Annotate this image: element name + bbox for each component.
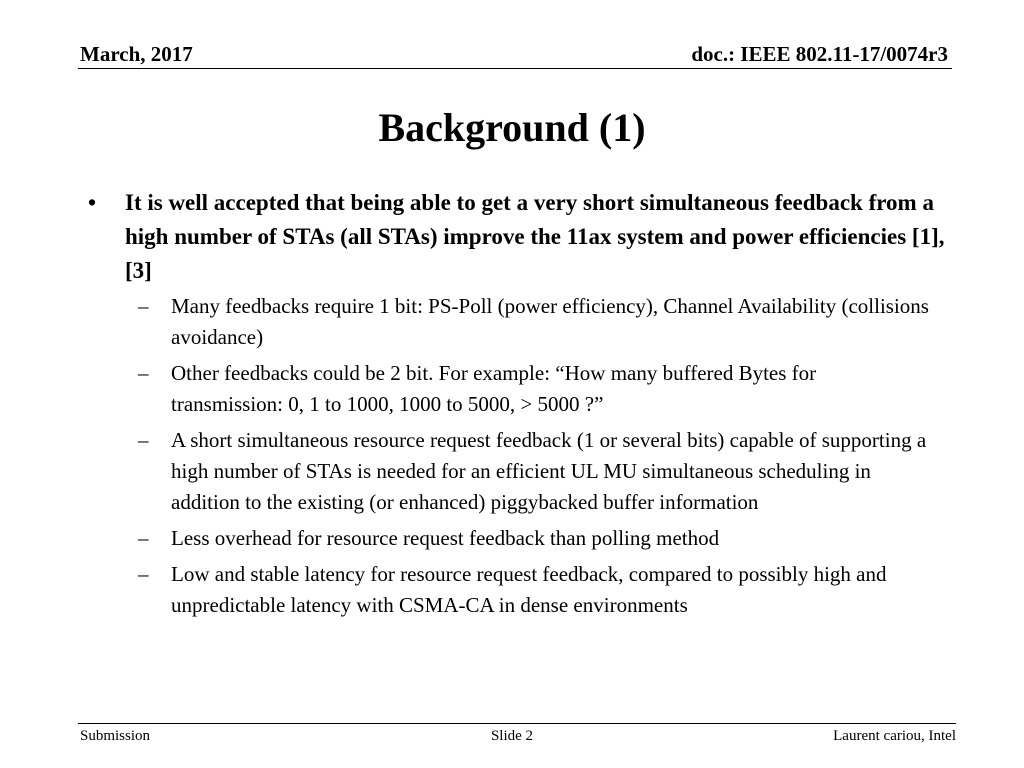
sub-bullet-text: Many feedbacks require 1 bit: PS-Poll (power efficiency), Channel Availability (collisions avoidance) [171,294,929,349]
header-doc-id: doc.: IEEE 802.11-17/0074r3 [691,42,948,66]
sub-bullet-text: Other feedbacks could be 2 bit. For example: “How many buffered Bytes for transmission: 0, 1 to 1000, 1000 to 5000, > 5000 ?” [171,361,817,416]
footer-divider [78,723,956,724]
slide-body [88,186,948,626]
sub-bullet [88,523,931,554]
footer-slide-number: Slide 2 [490,728,534,744]
dash-marker: – [138,428,149,452]
header-date: March, 2017 [80,42,193,66]
main-bullet [88,186,948,288]
bullet-marker: • [88,190,97,215]
header-divider [78,68,952,69]
footer-submission: Submission [80,728,151,744]
sub-bullet-text: Less overhead for resource request feedback than polling method [171,526,720,550]
sub-bullet [88,425,931,518]
dash-marker: – [138,526,149,550]
sub-bullet [88,559,931,621]
slide-title: Background (1) [378,105,646,150]
footer-author: Laurent cariou, Intel [833,728,956,744]
sub-bullet-text: Low and stable latency for resource request feedback, compared to possibly high and unpredictable latency with CSMA-CA in dense environments [171,562,887,617]
dash-marker: – [138,294,149,318]
dash-marker: – [138,361,149,385]
main-bullet-text: It is well accepted that being able to get a very short simultaneous feedback from a high number of STAs (all STAs) improve the 11ax system and power efficiencies [1], [3] [125,190,945,283]
sub-bullet [88,358,931,420]
dash-marker: – [138,562,149,586]
sub-bullet [88,291,931,353]
sub-bullet-text: A short simultaneous resource request feedback (1 or several bits) capable of supporting a high number of STAs is needed for an efficient UL MU simultaneous scheduling in addition to the existing (or enhanced) piggybacked buffer information [171,428,927,514]
